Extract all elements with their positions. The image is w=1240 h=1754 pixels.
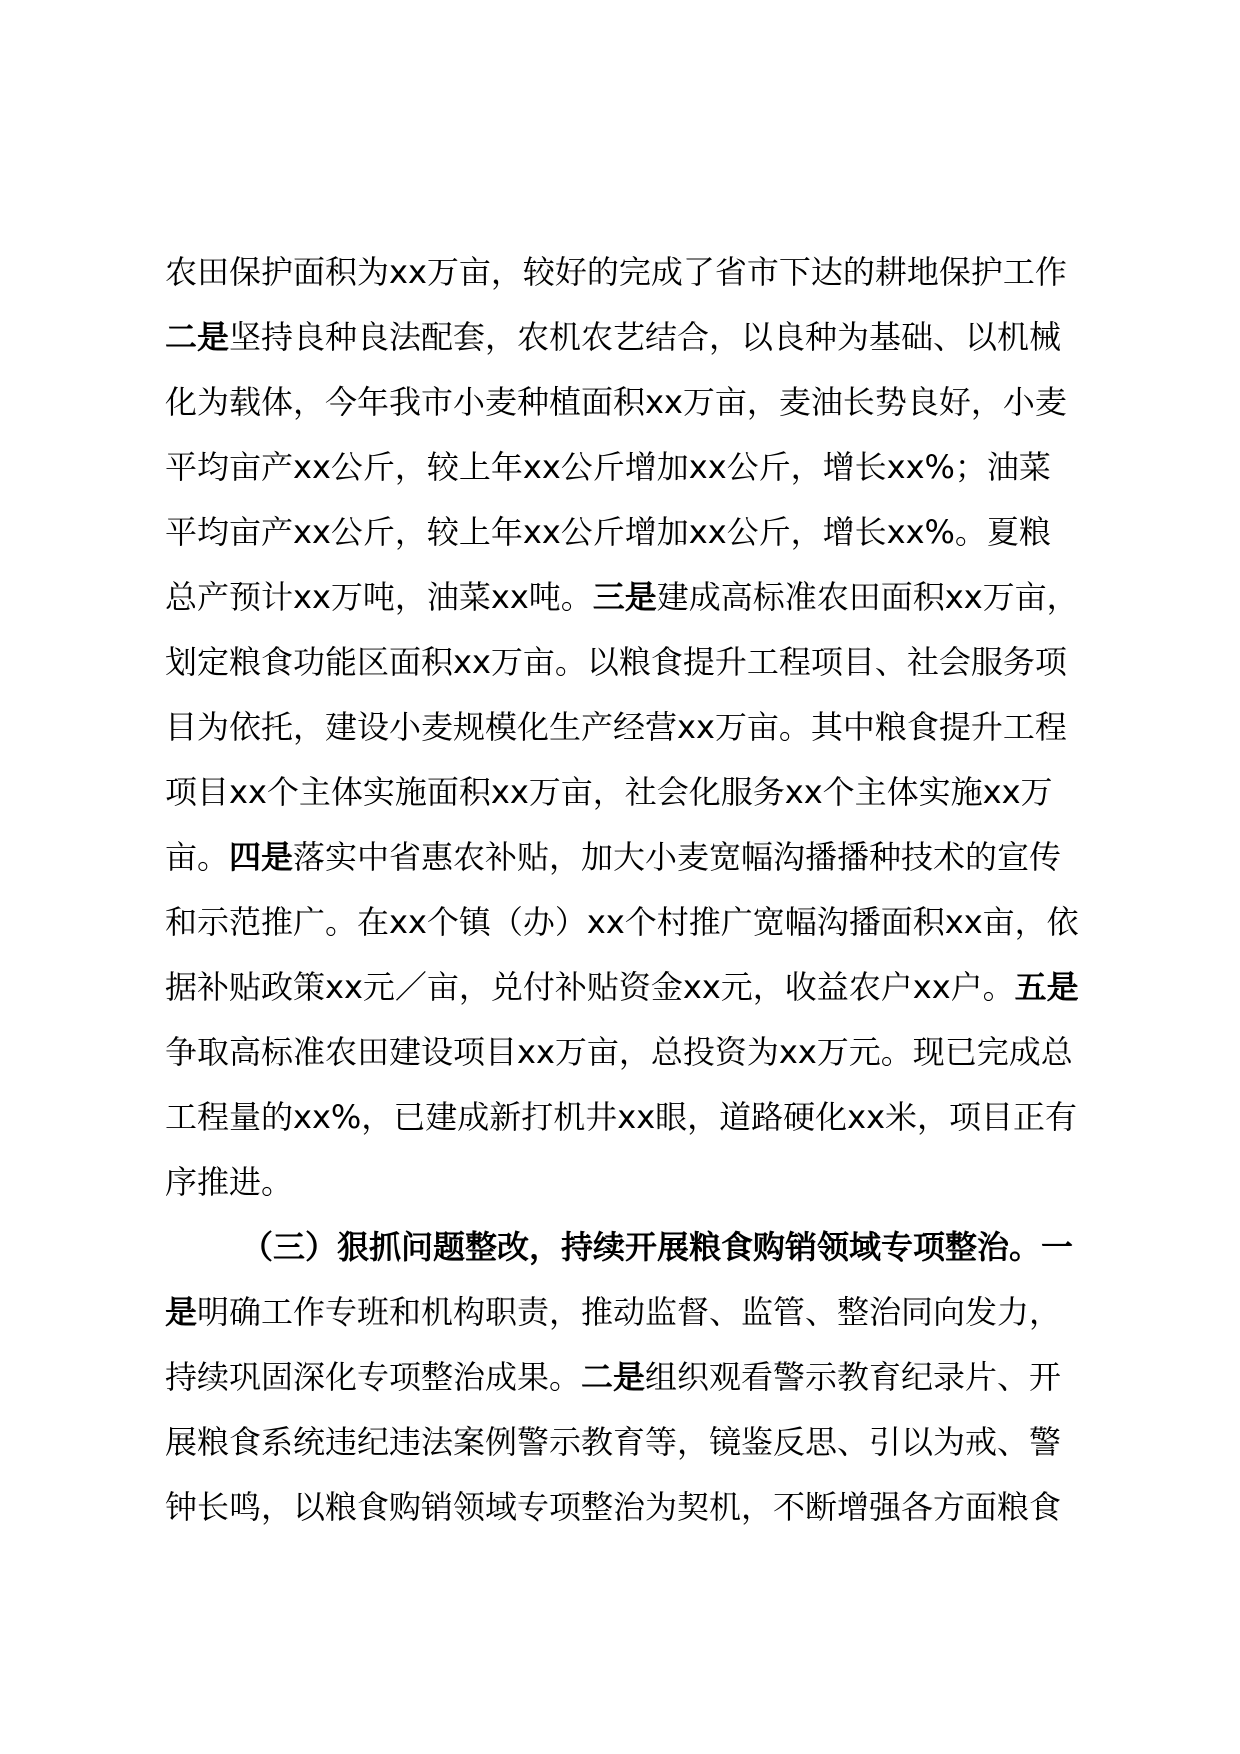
- text-run: 和示范推广。在xx个镇（办）xx个村推广宽幅沟播面积xx亩，依: [165, 903, 1079, 941]
- text-line: [165, 695, 1115, 760]
- text-run: 工程量的xx%，已建成新打机井xx眼，道路硬化xx米，项目正有: [165, 1098, 1078, 1136]
- text-run: 落实中省惠农补贴，加大小麦宽幅沟播播种技术的宣传: [293, 838, 1062, 876]
- text-line: [165, 1475, 1115, 1540]
- text-run: 平均亩产xx公斤，较上年xx公斤增加xx公斤，增长xx%；油菜: [165, 448, 1051, 486]
- text-run: 化为载体，今年我市小麦种植面积xx万亩，麦油长势良好，小麦: [165, 383, 1067, 421]
- text-line: [165, 1020, 1115, 1085]
- bold-run: 二是: [581, 1358, 646, 1396]
- text-run: 项目xx个主体实施面积xx万亩，社会化服务xx个主体实施xx万: [165, 773, 1053, 811]
- text-line: [165, 890, 1115, 955]
- text-line: [165, 435, 1115, 500]
- text-run: 总产预计xx万吨，油菜xx吨。: [165, 578, 593, 616]
- text-line: [165, 1345, 1115, 1410]
- text-line: [165, 955, 1115, 1020]
- text-line: [165, 825, 1115, 890]
- text-line: [165, 370, 1115, 435]
- text-run: 争取高标准农田建设项目xx万亩，总投资为xx万元。现已完成总: [165, 1033, 1073, 1071]
- text-line: [165, 500, 1115, 565]
- text-run: 明确工作专班和机构职责，推动监督、监管、整治同向发力，: [197, 1293, 1062, 1331]
- text-line: [165, 1085, 1115, 1150]
- text-line: [165, 1410, 1115, 1475]
- text-line: [165, 630, 1115, 695]
- text-run: 序推进。: [165, 1163, 294, 1201]
- bold-run: 二是: [165, 318, 230, 356]
- text-line: [165, 760, 1115, 825]
- text-run: 据补贴政策xx元／亩，兑付补贴资金xx元，收益农户xx户。: [165, 968, 1015, 1006]
- bold-run: （三）狠抓问题整改，持续开展粮食购销领域专项整治。一: [241, 1228, 1074, 1266]
- text-run: 坚持良种良法配套，农机农艺结合，以良种为基础、以机械: [229, 318, 1062, 356]
- text-run: 组织观看警示教育纪录片、开: [645, 1358, 1062, 1396]
- body-text: [165, 240, 1115, 1540]
- text-run: 目为依托，建设小麦规模化生产经营xx万亩。其中粮食提升工程: [165, 708, 1067, 746]
- paragraph: [165, 240, 1115, 1215]
- bold-run: 五是: [1014, 968, 1079, 1006]
- text-run: 划定粮食功能区面积xx万亩。以粮食提升工程项目、社会服务项: [165, 643, 1067, 681]
- text-run: 亩。: [165, 838, 230, 876]
- text-run: 建成高标准农田面积xx万亩，: [656, 578, 1079, 616]
- text-line: [165, 565, 1115, 630]
- text-run: 持续巩固深化专项整治成果。: [165, 1358, 582, 1396]
- text-line: [165, 1280, 1115, 1345]
- bold-run: 四是: [229, 838, 294, 876]
- text-line: [165, 1215, 1115, 1280]
- text-line: [165, 1150, 1115, 1215]
- text-run: 展粮食系统违纪违法案例警示教育等，镜鉴反思、引以为戒、警: [165, 1423, 1062, 1461]
- bold-run: 是: [165, 1293, 198, 1331]
- text-line: [165, 305, 1115, 370]
- bold-run: 三是: [592, 578, 657, 616]
- text-run: 平均亩产xx公斤，较上年xx公斤增加xx公斤，增长xx%。夏粮: [165, 513, 1051, 551]
- text-run: 钟长鸣，以粮食购销领域专项整治为契机，不断增强各方面粮食: [165, 1488, 1062, 1526]
- paragraph: [165, 1215, 1115, 1540]
- text-line: [165, 240, 1115, 305]
- text-run: 农田保护面积为xx万亩，较好的完成了省市下达的耕地保护工作: [165, 253, 1067, 291]
